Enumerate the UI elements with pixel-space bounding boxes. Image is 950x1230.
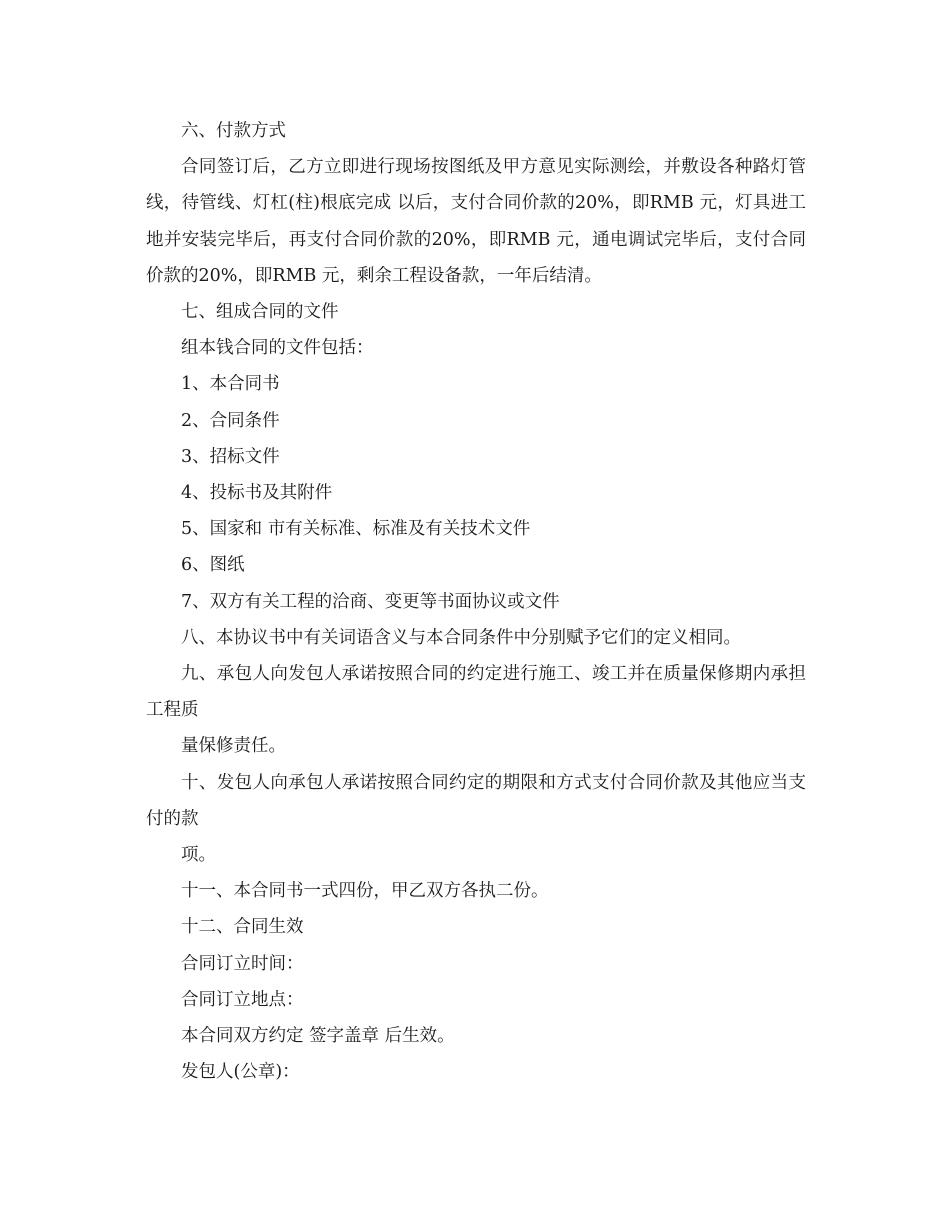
list-item: 7、双方有关工程的洽商、变更等书面协议或文件 <box>181 591 560 612</box>
clause-eight: 八、本协议书中有关词语含义与本合同条件中分别赋予它们的定义相同。 <box>181 627 741 648</box>
list-item: 1、本合同书 <box>181 374 280 395</box>
list-item: 5、国家和 市有关标准、标准及有关技术文件 <box>181 519 531 540</box>
section-heading-payment: 六、付款方式 <box>181 121 286 141</box>
employer-seal-field: 发包人(公章)： <box>181 1062 300 1083</box>
section-heading-effectiveness: 十二、合同生效 <box>181 917 304 938</box>
effectiveness-statement: 本合同双方约定 签字盖章 后生效。 <box>181 1026 455 1047</box>
signing-place-field: 合同订立地点： <box>181 989 304 1010</box>
signing-time-field: 合同订立时间： <box>181 953 304 974</box>
clause-eleven: 十一、本合同书一式四份，甲乙双方各执二份。 <box>181 881 549 902</box>
list-item: 3、招标文件 <box>181 446 280 467</box>
list-item: 2、合同条件 <box>181 410 280 431</box>
clause-nine: 九、承包人向发包人承诺按照合同的约定进行施工、竣工并在质量保修期内承担工程质 <box>146 664 806 721</box>
document-body <box>146 113 806 1090</box>
list-item: 6、图纸 <box>181 555 245 576</box>
clause-ten: 十、发包人向承包人承诺按照合同约定的期限和方式支付合同价款及其他应当支付的款 <box>146 772 806 829</box>
payment-terms-paragraph: 合同签订后，乙方立即进行现场按图纸及甲方意见实际测绘，并敷设各种路灯管线，待管线、灯杠(柱)根底完成 以后，支付合同价款的20%，即RMB 元，灯具进工地并安装完毕后，再支付合同价款的20%，即RMB 元，通电调试完毕后，支付合同价款的20%，即RMB 元，剩余工程设备款，一年后结清。 <box>146 157 806 286</box>
clause-nine-continuation: 量保修责任。 <box>181 736 286 757</box>
list-item: 4、投标书及其附件 <box>181 483 333 504</box>
section-heading-contract-documents: 七、组成合同的文件 <box>181 302 339 323</box>
clause-ten-continuation: 项。 <box>181 845 216 866</box>
contract-documents-intro: 组本钱合同的文件包括： <box>181 338 374 359</box>
